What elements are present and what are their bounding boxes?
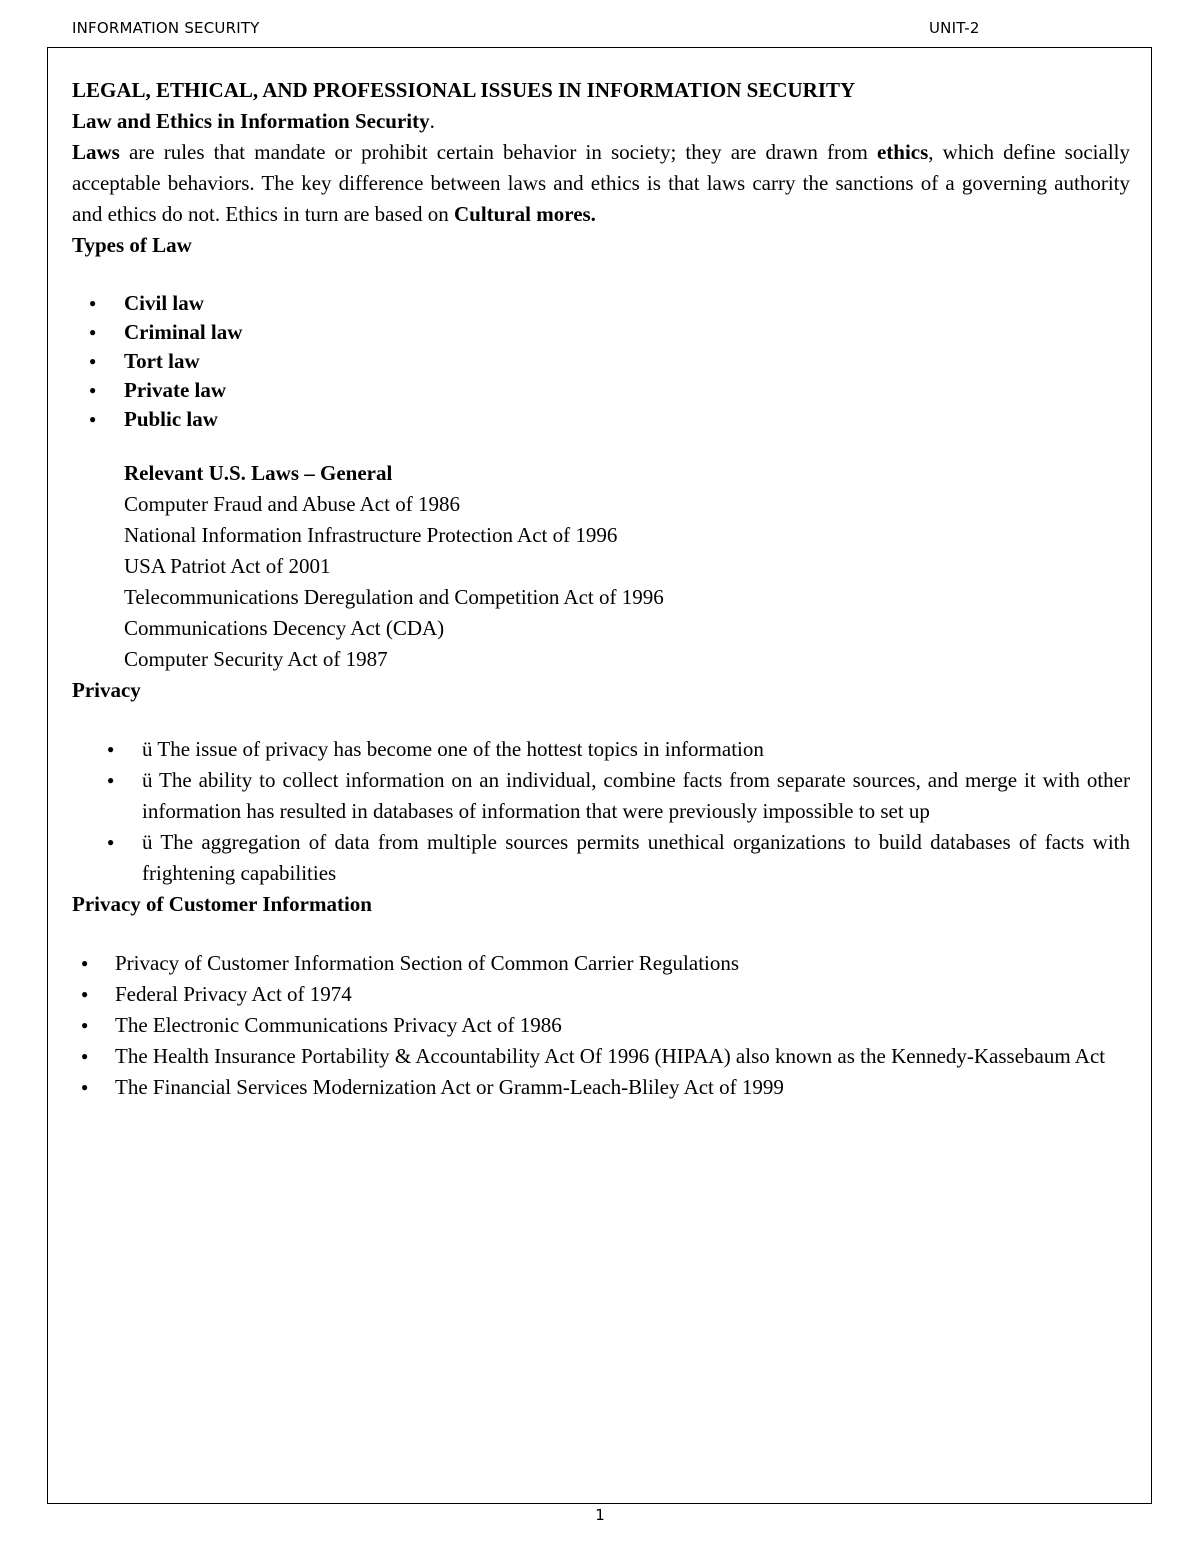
relevant-law-item: Computer Security Act of 1987 [124, 647, 388, 671]
intro-text-2: , which define socially acceptable behaviors. The key difference between laws and ethics is that laws carry the sanctions of a governing authority and ethics do not. Ethics in turn are based on [72, 140, 1130, 226]
list-item: ● The Financial Services Modernization Act or Gramm-Leach-Bliley Act of 1999 [72, 1072, 1130, 1103]
page-content [72, 75, 1130, 1103]
list-item: ● Criminal law [72, 318, 1130, 347]
header-subject: INFORMATION SECURITY [72, 19, 260, 37]
mores-term: Cultural mores. [454, 202, 596, 226]
intro-text-1: are rules that mandate or prohibit certain behavior in society; they are drawn from [119, 140, 877, 164]
list-item: ● Civil law [72, 289, 1130, 318]
relevant-law-item: USA Patriot Act of 2001 [124, 554, 331, 578]
law-ethics-heading-suffix: . [429, 109, 435, 133]
page-number: 1 [595, 1506, 605, 1524]
relevant-laws-block [72, 458, 1130, 675]
relevant-laws-heading: Relevant U.S. Laws – General [124, 461, 393, 485]
relevant-law-item: Telecommunications Deregulation and Competition Act of 1996 [124, 585, 664, 609]
relevant-law-item: Communications Decency Act (CDA) [124, 616, 445, 640]
laws-term: Laws [72, 140, 120, 164]
list-item: ● The Electronic Communications Privacy Act of 1986 [72, 1010, 1130, 1041]
list-item: ● Tort law [72, 347, 1130, 376]
page-title: LEGAL, ETHICAL, AND PROFESSIONAL ISSUES IN INFORMATION SECURITY [72, 78, 856, 102]
privacy-list [72, 734, 1130, 889]
customer-privacy-list [72, 948, 1130, 1103]
privacy-heading: Privacy [72, 678, 141, 702]
types-of-law-heading: Types of Law [72, 233, 192, 257]
list-item: ● ü The aggregation of data from multiple sources permits unethical organizations to build databases of facts with frightening capabilities [72, 827, 1130, 889]
list-item: ● Private law [72, 376, 1130, 405]
list-item: ● The Health Insurance Portability & Accountability Act Of 1996 (HIPAA) also known as the Kennedy-Kassebaum Act [72, 1041, 1130, 1072]
intro-paragraph [72, 137, 1130, 230]
ethics-term: ethics [876, 140, 929, 164]
customer-privacy-heading: Privacy of Customer Information [72, 892, 372, 916]
list-item: ● Privacy of Customer Information Section of Common Carrier Regulations [72, 948, 1130, 979]
law-ethics-heading: Law and Ethics in Information Security [72, 109, 430, 133]
list-item: ● Public law [72, 405, 1130, 434]
types-of-law-list [72, 289, 1130, 434]
list-item: ● ü The issue of privacy has become one of the hottest topics in information [72, 734, 1130, 765]
list-item: ● ü The ability to collect information on an individual, combine facts from separate sources, and merge it with other information has resulted in databases of information that were previously impossible to set up [72, 765, 1130, 827]
header-unit: UNIT-2 [929, 19, 980, 37]
section-heading-law-ethics [72, 106, 1130, 137]
relevant-law-item: Computer Fraud and Abuse Act of 1986 [124, 492, 460, 516]
relevant-law-item: National Information Infrastructure Protection Act of 1996 [124, 523, 618, 547]
list-item: ● Federal Privacy Act of 1974 [72, 979, 1130, 1010]
